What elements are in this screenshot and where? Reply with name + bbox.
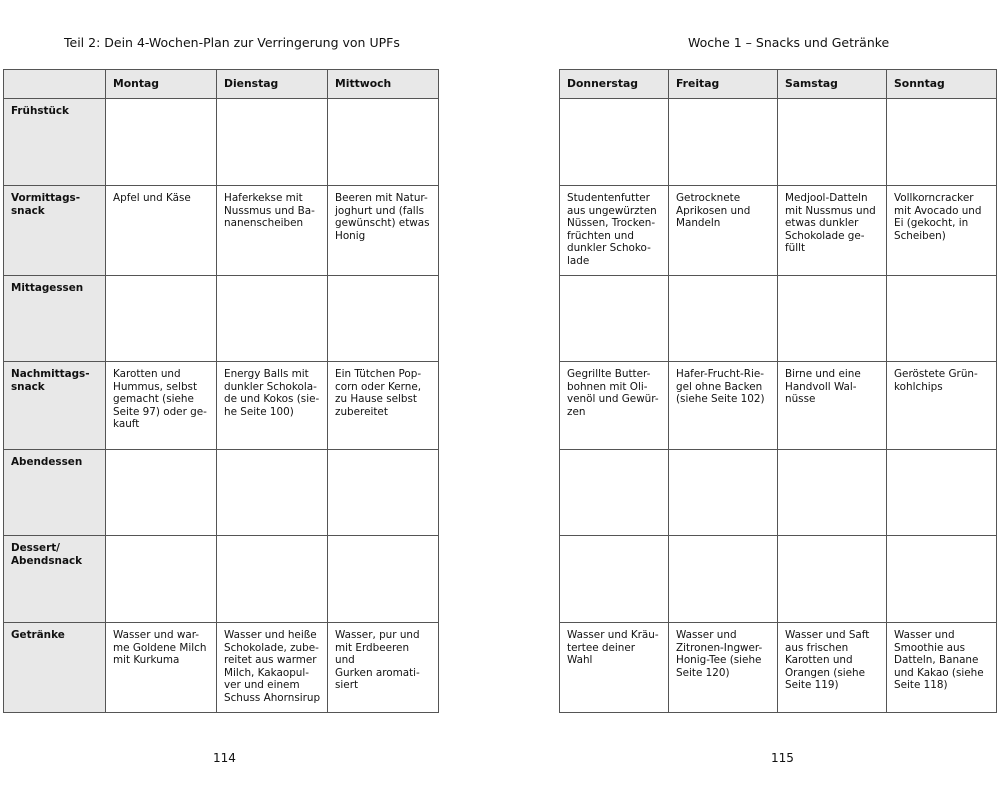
table-row (4, 362, 439, 450)
table-cell (778, 450, 887, 536)
table-row (560, 362, 997, 450)
table-cell (106, 450, 217, 536)
table-row (560, 186, 997, 276)
table-cell: Ein Tütchen Pop- corn oder Kerne, zu Hause selbst zubereitet (328, 362, 439, 450)
day-header-sonntag: Sonntag (887, 70, 997, 99)
table-row (560, 450, 997, 536)
row-label-getraenke: Getränke (4, 623, 106, 713)
header-row (560, 70, 997, 99)
row-label-nachmittagssnack: Nachmittags- snack (4, 362, 106, 450)
table-cell: Beeren mit Natur- joghurt und (falls gewünscht) etwas Honig (328, 186, 439, 276)
page-number: 114 (213, 751, 236, 765)
meal-plan-table-right (559, 69, 997, 713)
table-row (4, 450, 439, 536)
table-cell: Wasser und Saft aus frischen Karotten und Orangen (siehe Seite 119) (778, 623, 887, 713)
table-cell (106, 536, 217, 623)
meal-plan-table-left (3, 69, 439, 713)
table-cell (217, 99, 328, 186)
table-cell: Wasser und war- me Goldene Milch mit Kurkuma (106, 623, 217, 713)
table-cell (887, 276, 997, 362)
right-page (500, 0, 1000, 800)
table-cell (669, 450, 778, 536)
table-row (4, 536, 439, 623)
row-label-abendessen: Abendessen (4, 450, 106, 536)
row-label-dessert: Dessert/ Abendsnack (4, 536, 106, 623)
row-label-mittagessen: Mittagessen (4, 276, 106, 362)
table-cell (106, 99, 217, 186)
table-cell: Getrocknete Aprikosen und Mandeln (669, 186, 778, 276)
table-cell: Wasser und Zitronen-Ingwer- Honig-Tee (siehe Seite 120) (669, 623, 778, 713)
day-header-mittwoch: Mittwoch (328, 70, 439, 99)
table-cell: Wasser und heiße Schokolade, zube- reitet aus warmer Milch, Kakaopul- ver und einem Schuss Ahornsirup (217, 623, 328, 713)
day-header-donnerstag: Donnerstag (560, 70, 669, 99)
table-cell (560, 450, 669, 536)
table-cell (560, 276, 669, 362)
table-cell (560, 99, 669, 186)
table-cell (887, 536, 997, 623)
table-row (4, 276, 439, 362)
table-cell: Wasser und Smoothie aus Datteln, Banane und Kakao (siehe Seite 118) (887, 623, 997, 713)
table-cell (669, 536, 778, 623)
row-label-fruehstueck: Frühstück (4, 99, 106, 186)
table-cell: Studentenfutter aus ungewürzten Nüssen, Trocken- früchten und dunkler Schoko- lade (560, 186, 669, 276)
table-cell (328, 450, 439, 536)
table-row (4, 623, 439, 713)
table-cell (669, 276, 778, 362)
day-header-samstag: Samstag (778, 70, 887, 99)
table-cell (217, 276, 328, 362)
table-cell: Geröstete Grün- kohlchips (887, 362, 997, 450)
table-row (560, 276, 997, 362)
day-header-montag: Montag (106, 70, 217, 99)
table-cell (887, 450, 997, 536)
table-cell (328, 536, 439, 623)
table-cell (778, 276, 887, 362)
table-cell (328, 276, 439, 362)
table-cell (669, 99, 778, 186)
table-cell (887, 99, 997, 186)
day-header-freitag: Freitag (669, 70, 778, 99)
corner-cell (4, 70, 106, 99)
table-row (560, 536, 997, 623)
table-cell (328, 99, 439, 186)
table-row (4, 99, 439, 186)
table-cell (217, 536, 328, 623)
table-cell (778, 99, 887, 186)
table-cell: Apfel und Käse (106, 186, 217, 276)
table-cell: Karotten und Hummus, selbst gemacht (siehe Seite 97) oder ge- kauft (106, 362, 217, 450)
table-cell: Gegrillte Butter- bohnen mit Oli- venöl und Gewür- zen (560, 362, 669, 450)
table-cell: Wasser und Kräu- tertee deiner Wahl (560, 623, 669, 713)
table-row (4, 186, 439, 276)
table-cell (106, 276, 217, 362)
table-cell: Energy Balls mit dunkler Schokola- de und Kokos (sie- he Seite 100) (217, 362, 328, 450)
table-row (560, 99, 997, 186)
table-cell: Hafer-Frucht-Rie- gel ohne Backen (siehe Seite 102) (669, 362, 778, 450)
day-header-dienstag: Dienstag (217, 70, 328, 99)
table-cell: Wasser, pur und mit Erdbeeren und Gurken aromati- siert (328, 623, 439, 713)
table-cell (560, 536, 669, 623)
header-row (4, 70, 439, 99)
running-head: Woche 1 – Snacks und Getränke (688, 35, 890, 50)
row-label-vormittagssnack: Vormittags- snack (4, 186, 106, 276)
table-cell (217, 450, 328, 536)
table-cell: Vollkorncracker mit Avocado und Ei (gekocht, in Scheiben) (887, 186, 997, 276)
table-cell (778, 536, 887, 623)
table-cell: Haferkekse mit Nussmus und Ba- nanenscheiben (217, 186, 328, 276)
table-cell: Medjool-Datteln mit Nussmus und etwas dunkler Schokolade ge- füllt (778, 186, 887, 276)
running-head: Teil 2: Dein 4-Wochen-Plan zur Verringerung von UPFs (64, 35, 400, 50)
page-number: 115 (771, 751, 794, 765)
table-cell: Birne und eine Handvoll Wal- nüsse (778, 362, 887, 450)
table-row (560, 623, 997, 713)
